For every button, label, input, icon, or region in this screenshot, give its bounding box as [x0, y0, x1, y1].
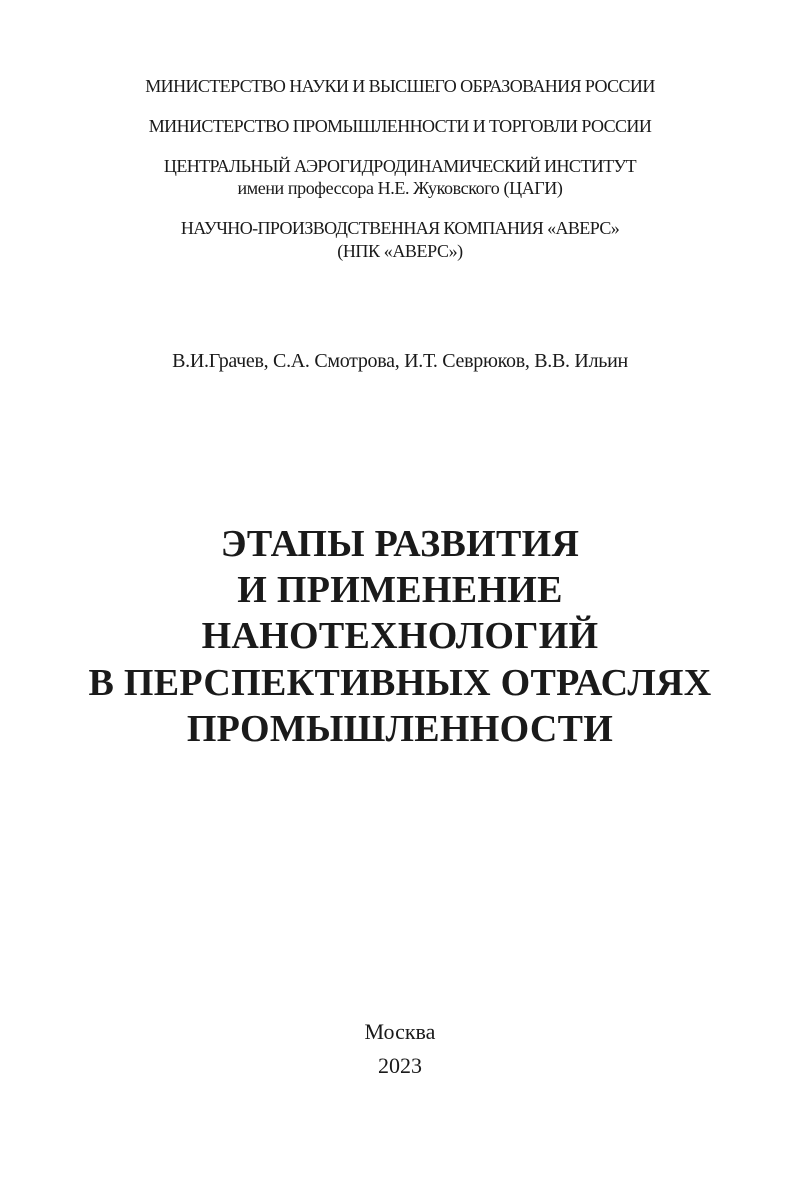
book-title-line-1: ЭТАПЫ РАЗВИТИЯ	[220, 523, 580, 565]
imprint-year: 2023	[378, 1053, 422, 1078]
book-title-line-3: НАНОТЕХНОЛОГИЙ	[201, 615, 599, 657]
org-ministry-industry: МИНИСТЕРСТВО ПРОМЫШЛЕННОСТИ И ТОРГОВЛИ РОССИИ	[148, 116, 652, 136]
org-avers: НАУЧНО-ПРОИЗВОДСТВЕННАЯ КОМПАНИЯ «АВЕРС»	[180, 218, 620, 238]
imprint-city: Москва	[364, 1019, 436, 1044]
org-tsagi: ЦЕНТРАЛЬНЫЙ АЭРОГИДРОДИНАМИЧЕСКИЙ ИНСТИТУТ	[163, 156, 637, 176]
book-title-line-4: В ПЕРСПЕКТИВНЫХ ОТРАСЛЯХ	[88, 662, 712, 704]
org-ministry-science: МИНИСТЕРСТВО НАУКИ И ВЫСШЕГО ОБРАЗОВАНИЯ РОССИИ	[145, 76, 655, 96]
org-avers-abbr: (НПК «АВЕРС»)	[337, 241, 463, 261]
book-title-line-5: ПРОМЫШЛЕННОСТИ	[186, 708, 614, 750]
authors-line: В.И.Грачев, С.А. Смотрова, И.Т. Севрюков, В.В. Ильин	[172, 350, 628, 372]
book-title-line-2: И ПРИМЕНЕНИЕ	[237, 569, 563, 611]
org-tsagi-subtitle: имени профессора Н.Е. Жуковского (ЦАГИ)	[237, 178, 563, 198]
